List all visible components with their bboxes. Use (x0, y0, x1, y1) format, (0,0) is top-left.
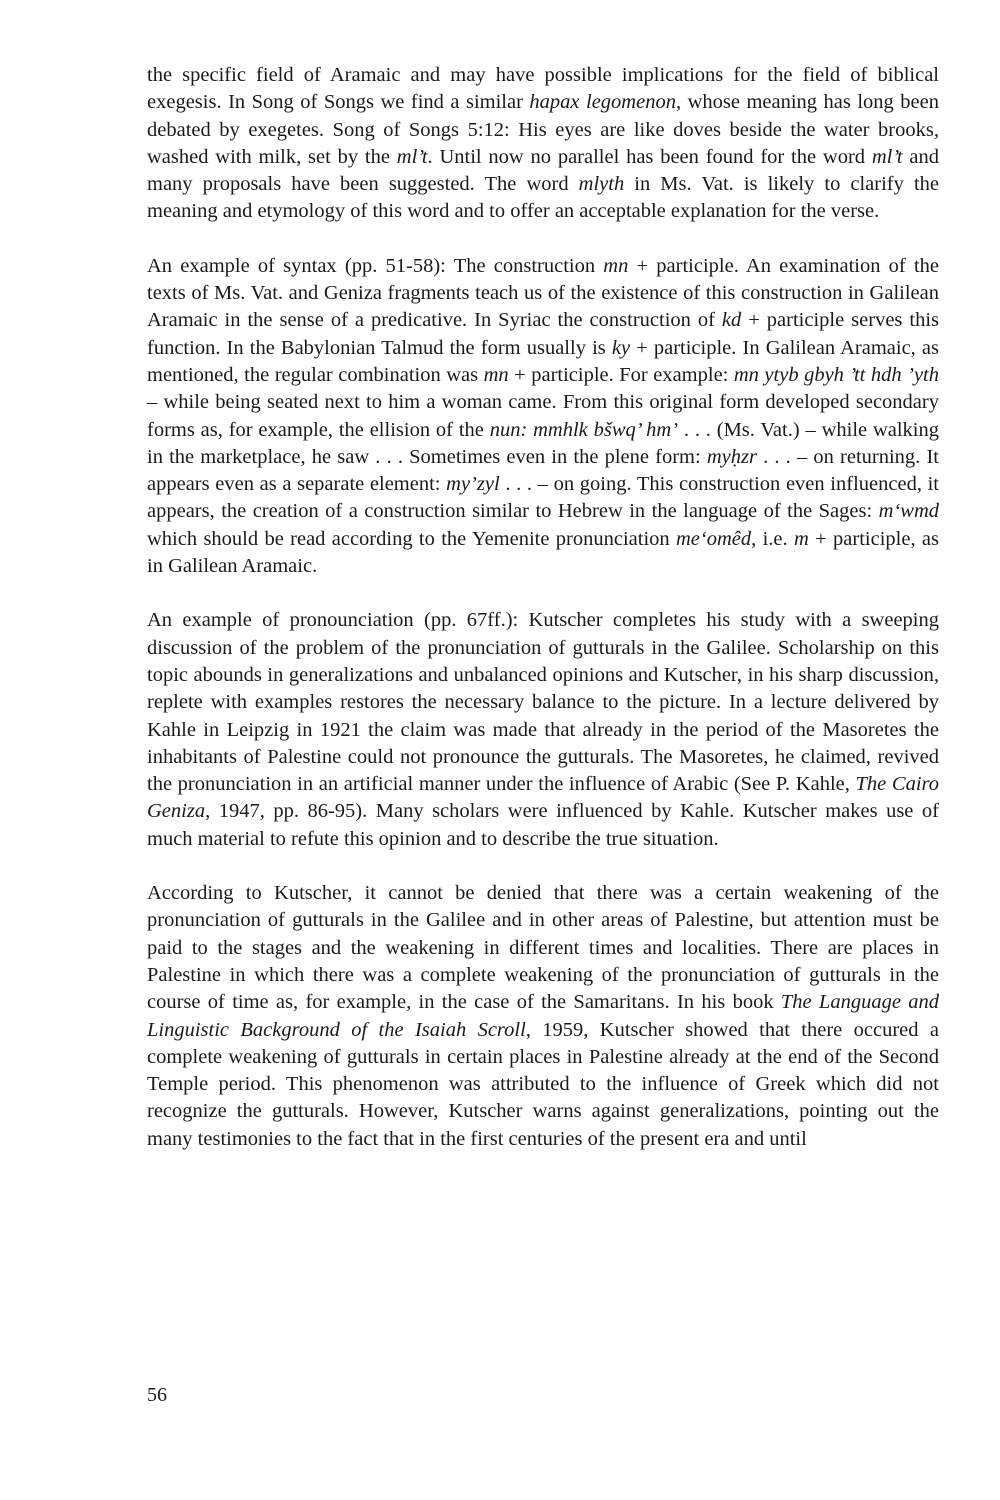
text-run: , 1947, pp. 86-95). Many scholars were influenced by Kahle. Kutscher makes use of much material to refute this opinion and to describe the true situation. (147, 800, 939, 850)
italic-term: The Language and Linguistic Background of the Isaiah Scroll (147, 991, 939, 1041)
italic-term: my’zyl (446, 473, 500, 496)
text-run: . Until now no parallel has been found for the word (427, 145, 872, 168)
italic-term: me‘omêd (676, 527, 752, 550)
italic-term: mn ytyb gbyh ’tt hdh ’yth (733, 363, 939, 386)
text-run: and many proposals have been suggested. The word (147, 145, 939, 196)
page-body (147, 62, 939, 1180)
text-run: the specific field of Aramaic and may have possible implications for the field of biblical exegesis. In Song of Songs we find a similar (147, 64, 939, 114)
italic-term: m (794, 527, 809, 550)
italic-term: mlyth (578, 173, 625, 196)
text-run: . . . – on going. This construction even influenced, it appears, the creation of a construction similar to Hebrew in the language of the Sages: (147, 473, 939, 523)
text-run: , 1959, Kutscher showed that there occured a complete weakening of gutturals in certain places in Palestine already at the end of the Second Temple period. This phenomenon was attributed to the influence of Greek which did not recognize the gutturals. However, Kutscher warns against generalizations, pointing out the many testimonies to the fact that in the first centuries of the present era and until (147, 1018, 939, 1150)
italic-term: kd (721, 309, 742, 332)
text-run: + participle serves this function. In the Babylonian Talmud the form usually is (147, 309, 939, 359)
text-run: in Ms. Vat. is likely to clarify the meaning and etymology of this word and to offer an acceptable explanation for the verse. (147, 173, 940, 223)
text-run: , whose meaning has long been debated by exegetes. Song of Songs 5:12: His eyes are like doves beside the water brooks, washed with milk, set by the (147, 91, 940, 168)
italic-term: mn (483, 363, 509, 386)
text-run: An example of pronounciation (pp. 67ff.): Kutscher completes his study with a sweeping discussion of the problem of the pronunciation of gutturals in the Galilee. Scholarship on this topic abounds in generalizations and unbalanced opinions and Kutscher, in his sharp discussion, replete with examples restores the necessary balance to the picture. In a lecture delivered by Kahle in Leipzig in 1921 the claim was made that already in the period of the Masoretes the inhabitants of Palestine could not pronounce the gutturals. The Masoretes, he claimed, revived the pronunciation in an artificial manner under the influence of Arabic (See P. Kahle, (147, 609, 939, 796)
text-run: + participle. In Galilean Aramaic, as mentioned, the regular combination was (147, 336, 939, 386)
text-run: + participle. An examination of the texts of Ms. Vat. and Geniza fragments teach us of the existence of this construction in Galilean Aramaic in the sense of a predicative. In Syriac the construction of (147, 254, 939, 332)
italic-term: hapax legomenon (529, 91, 676, 114)
text-run: + participle, as in Galilean Aramaic. (147, 527, 939, 578)
italic-term: ml’t (396, 145, 428, 168)
text-run: . . . – on returning. It appears even as a separate element: (147, 445, 939, 496)
italic-term: ky (611, 336, 631, 359)
text-run: which should be read according to the Yemenite pronunciation (147, 527, 676, 550)
italic-term: The Cairo Geniza (147, 773, 939, 823)
text-run: According to Kutscher, it cannot be denied that there was a certain weakening of the pronunciation of gutturals in the Galilee and in other areas of Palestine, but attention must be paid to the stages and the weakening in different times and localities. There are places in Palestine in which there was a complete weakening of the pronunciation of gutturals in the course of time as, for example, in the case of the Samaritans. In his book (147, 882, 939, 1014)
text-run: + participle. For example: (508, 363, 734, 386)
paragraph-gutturals-weakening (147, 880, 939, 1153)
paragraph-syntax-example (147, 253, 939, 581)
italic-term: m‘wmd (878, 500, 939, 523)
italic-term: myḥzr (706, 445, 757, 468)
page-number: 56 (147, 1384, 167, 1406)
text-run: – while being seated next to him a woman came. From this original form developed secondary forms as, for example, the ellision of the (147, 391, 939, 441)
text-run: , i.e. (751, 527, 794, 550)
text-run: . . . (Ms. Vat.) – while walking in the marketplace, he saw . . . Sometimes even in the plene form: (147, 418, 939, 468)
paragraph-pronounciation-example (147, 607, 939, 853)
italic-term: mn (603, 254, 629, 277)
paragraph-hapax-legomenon (147, 62, 939, 226)
text-run: An example of syntax (pp. 51-58): The construction (147, 254, 604, 277)
italic-term: ml’t (871, 145, 903, 168)
italic-term: nun: mmhlk bšwq’ hm’ (489, 418, 679, 441)
